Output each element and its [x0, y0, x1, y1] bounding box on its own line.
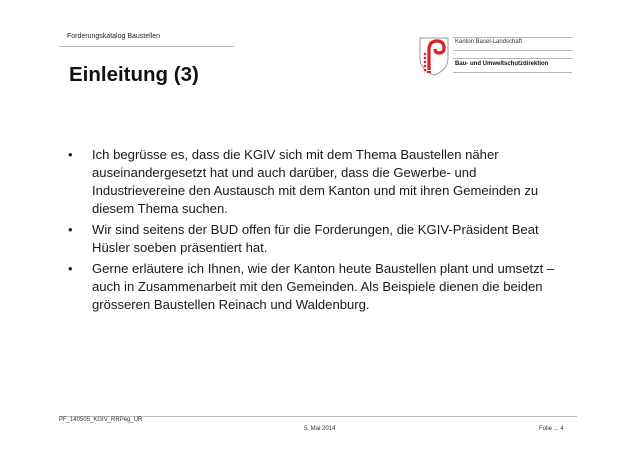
footer-date: 5. Mai 2014	[304, 426, 336, 432]
bullet-line: grösseren Baustellen Reinach und Waldenburg.	[92, 297, 370, 312]
document-label: Forderungskatalog Baustellen	[67, 33, 161, 40]
bullet-line: Gerne erläutere ich Ihnen, wie der Kanton heute Baustellen plant und umsetzt –	[92, 261, 555, 276]
bullet-line: auch in Zusammenarbeit mit den Gemeinden. Als Beispiele dienen die beiden	[92, 279, 543, 294]
header-rule-right-4	[453, 72, 572, 73]
bullet-line: Industrievereine den Austausch mit dem Kanton und mit ihren Gemeinden zu	[92, 183, 539, 198]
header-rule-right-1	[453, 37, 572, 38]
footer-file-name: PF_140505_KGIV_RRPeg_UR	[59, 417, 143, 423]
bullet-line: diesem Thema suchen.	[92, 201, 228, 216]
bullet-marker: •	[68, 147, 73, 162]
bullet-line: Wir sind seitens der BUD offen für die Forderungen, die KGIV-Präsident Beat	[92, 222, 539, 237]
bullet-line: auseinandergesetzt hat und auch darüber, dass die Gewerbe- und	[92, 165, 477, 180]
bullet-line: Hüsler soeben präsentiert hat.	[92, 240, 268, 255]
bullet-marker: •	[68, 222, 73, 237]
header-rule-right-3	[453, 58, 572, 59]
baselland-crozier-shield-icon	[418, 36, 450, 76]
canton-name: Kanton Basel-Landschaft	[455, 39, 523, 45]
page-title: Einleitung (3)	[69, 63, 199, 86]
header-rule-left	[59, 46, 234, 47]
bullet-item	[64, 221, 584, 257]
bullet-list	[64, 146, 584, 317]
bullet-item	[64, 260, 584, 314]
department-name: Bau- und Umweltschutzdirektion	[455, 61, 549, 67]
bullet-marker: •	[68, 261, 73, 276]
bullet-line: Ich begrüsse es, dass die KGIV sich mit dem Thema Baustellen näher	[92, 147, 499, 162]
footer-slide-number: Folie ... 4	[539, 426, 564, 432]
bullet-item	[64, 146, 584, 218]
header-rule-right-2	[453, 50, 572, 51]
